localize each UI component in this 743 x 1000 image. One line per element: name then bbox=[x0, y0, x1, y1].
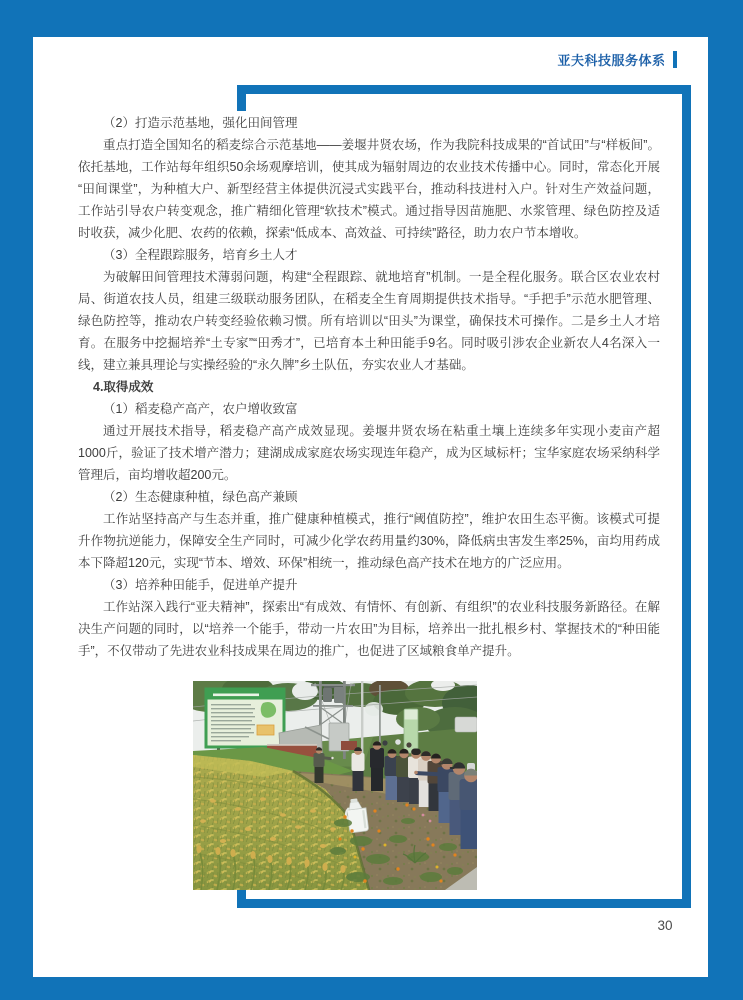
section-heading: （3）全程跟踪服务，培育乡土人才 bbox=[103, 248, 298, 262]
person bbox=[352, 747, 365, 791]
page-number: 30 bbox=[657, 918, 673, 933]
red-planter bbox=[341, 741, 357, 750]
section-heading: （3）培养种田能手，促进单产提升 bbox=[103, 578, 298, 592]
header-bar bbox=[673, 51, 678, 68]
paragraph: 重点打造全国知名的稻麦综合示范基地——姜堰井贤农场，作为我院科技成果的“首试田”与“样板间”。依托基地，工作站每年组织50余场观摩培训，使其成为辐射周边的农业技术传播中心。同时，常态化开展“田间课堂”，为种植大户、新型经营主体提供沉浸式实践平台，推动科技进村入户。针对生产效益问题，工作站引导农户转变观念，推广精细化管理“软技术”模式。通过指导因苗施肥、水浆管理、绿色防控及适时收获，减少化肥、农药的依赖，探索“低成本、高效益、可持续”路径，助力农户节本增收。 bbox=[78, 138, 660, 240]
red-wall-cap bbox=[267, 744, 317, 746]
person bbox=[370, 741, 384, 791]
paragraph: 工作站坚持高产与生态并重，推广健康种植模式，推行“阈值防控”，维护农田生态平衡。该模式可提升作物抗逆能力，保障安全生产同时，可减少化学农药用量约30%，降低病虫害发生率25%，亩均用药成本下降超120元，实现“节本、增效、环保”相统一，推动绿色高产技术在地方的广泛应用。 bbox=[78, 512, 660, 570]
section-heading: （1）稻麦稳产高产，农户增收致富 bbox=[103, 402, 298, 416]
section-heading-bold: 4.取得成效 bbox=[93, 380, 154, 394]
paragraph: 通过开展技术指导，稻麦稳产高产成效显现。姜堰井贤农场在粘重土壤上连续多年实现小麦亩产超1000斤，验证了技术增产潜力；建湖成成家庭农场实现连年稳产，成为区域标杆；宝华家庭农场采纳科学管理后，亩均增收超200元。 bbox=[78, 424, 660, 482]
van bbox=[455, 717, 477, 732]
pole-gray bbox=[379, 685, 381, 749]
pole-white bbox=[361, 681, 363, 753]
page-header bbox=[33, 50, 677, 69]
field-photo-illustration bbox=[193, 681, 477, 890]
paragraph: 工作站深入践行“亚夫精神”，探索出“有成效、有情怀、有创新、有组织”的农业科技服务新路径。在解决生产问题的同时，以“培养一个能手，带动一片农田”为目标，培养出一批扎根乡村、掌握技术的“种田能手”，不仅带动了先进农业科技成果在周边的推广，也促进了区域粮食单产提升。 bbox=[78, 600, 660, 658]
header-title: 亚夫科技服务体系 bbox=[557, 53, 666, 68]
field-photo bbox=[193, 681, 477, 890]
paragraph: 为破解田间管理技术薄弱问题，构建“全程跟踪、就地培育”机制。一是全程化服务。联合区农业农村局、街道农技人员，组建三级联动服务团队，在稻麦全生育周期提供技术指导。“手把手”示范水肥管理、绿色防控等，推动农户转变经验依赖习惯。所有培训以“田头”为课堂，确保技术可操作。二是乡土人才培育。在服务中挖掘培养“土专家”“田秀才”，已培育本土种田能手9名。同时吸引涉农企业新农人4名深入一线，建立兼具理论与实操经验的“永久牌”乡土队伍，夯实农业人才基础。 bbox=[78, 270, 660, 372]
section-heading: （2）打造示范基地，强化田间管理 bbox=[103, 116, 298, 130]
article-body bbox=[78, 112, 660, 662]
person bbox=[460, 769, 478, 849]
section-heading: （2）生态健康种植，绿色高产兼顾 bbox=[103, 490, 298, 504]
